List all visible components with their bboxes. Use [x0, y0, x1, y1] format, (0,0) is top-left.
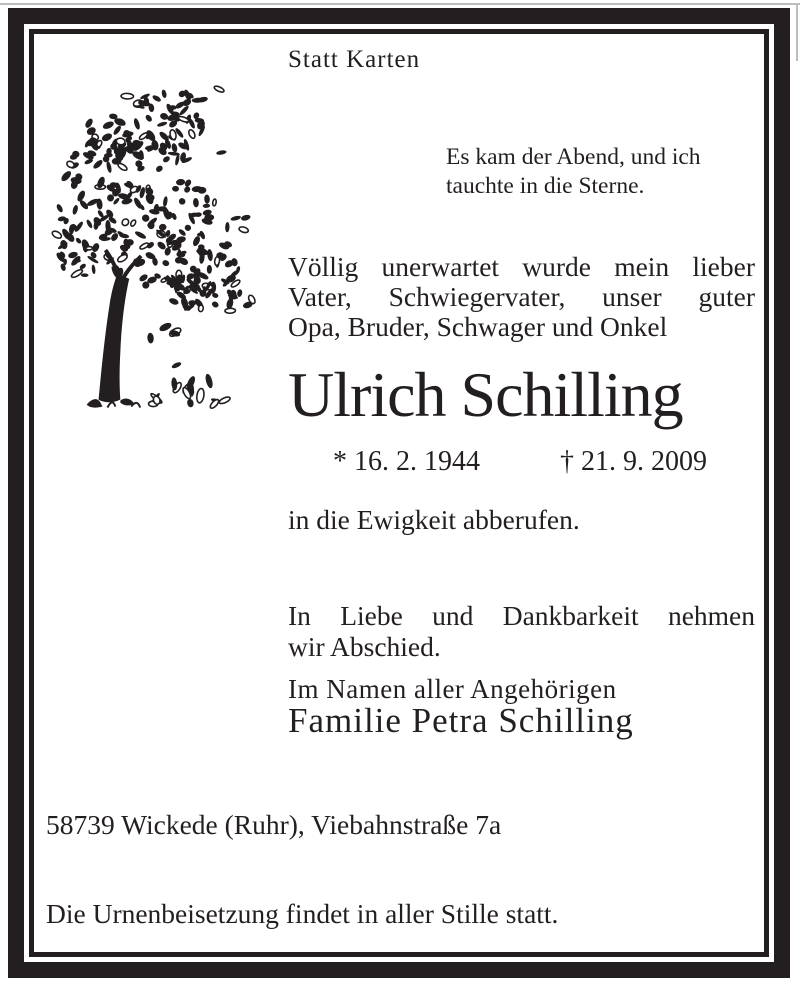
tree-trunk	[99, 274, 130, 402]
notice-content	[34, 34, 764, 952]
address-line: 58739 Wickede (Ruhr), Viebahnstraße 7a	[46, 809, 502, 840]
farewell-line-1: In Liebe und Dankbarkeit nehmen	[288, 600, 755, 631]
quote-line-2: tauchte in die Sterne.	[446, 173, 645, 199]
family-signature: Familie Petra Schilling	[288, 701, 634, 740]
on-behalf-line: Im Namen aller Angehörigen	[288, 674, 617, 704]
tree-shedding-leaves-icon	[42, 40, 270, 466]
quote-verse	[446, 143, 701, 201]
intro-line-1: Völlig unerwartet wurde mein lieber	[288, 251, 755, 282]
statt-karten-label: Statt Karten	[288, 46, 421, 73]
tree-foliage	[51, 85, 256, 410]
scan-edge-line-top	[0, 3, 800, 5]
intro-line-3: Opa, Bruder, Schwager und Onkel	[288, 311, 668, 342]
deceased-name: Ulrich Schilling	[288, 359, 683, 430]
scan-edge-line-right	[796, 3, 798, 61]
life-dates	[288, 446, 755, 482]
burial-note: Die Urnenbeisetzung findet in aller Stille statt.	[46, 898, 559, 929]
called-to-eternity-line: in die Ewigkeit abberufen.	[288, 504, 580, 535]
quote-line-1: Es kam der Abend, und ich	[446, 144, 701, 170]
farewell-line-2: wir Abschied.	[288, 631, 441, 662]
intro-line-2: Vater, Schwiegervater, unser guter	[288, 281, 755, 312]
birth-date: * 16. 2. 1944	[333, 446, 480, 477]
farewell-paragraph	[288, 600, 755, 662]
intro-paragraph	[288, 252, 755, 342]
death-date: † 21. 9. 2009	[560, 446, 707, 477]
